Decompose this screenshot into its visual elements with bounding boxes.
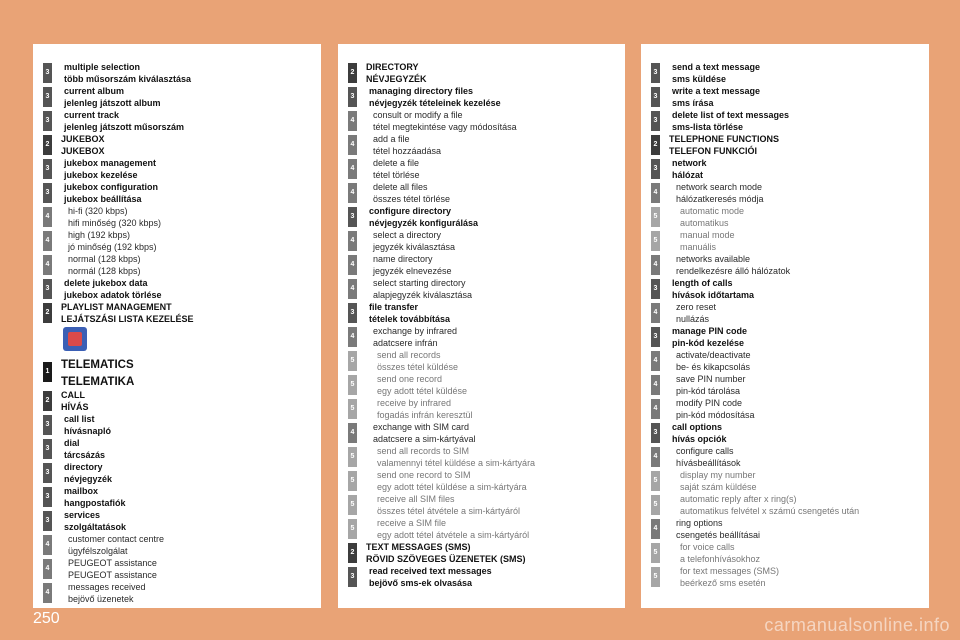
menu-item-hungarian: fogadás infrán keresztül [377, 410, 473, 420]
menu-panel-middle [338, 44, 625, 608]
level-badge: 3 [43, 183, 52, 203]
menu-item-level-5 [348, 373, 625, 397]
level-badge: 4 [348, 159, 357, 179]
menu-item-english: for voice calls [680, 542, 735, 552]
level-badge: 5 [651, 495, 660, 515]
level-badge: 4 [651, 183, 660, 203]
level-badge: 5 [651, 567, 660, 587]
menu-item-english: display my number [680, 470, 756, 480]
menu-item-hungarian: jegyzék kiválasztása [373, 242, 456, 252]
menu-item-hungarian: jelenleg játszott műsorszám [64, 122, 185, 132]
menu-item-english: DIRECTORY [366, 62, 419, 72]
level-badge: 3 [43, 63, 52, 83]
menu-item-level-4 [43, 533, 321, 557]
level-badge: 5 [348, 399, 357, 419]
menu-item-english: file transfer [369, 302, 419, 312]
menu-item-english: call options [672, 422, 723, 432]
menu-item-level-3 [348, 85, 625, 109]
level-badge: 3 [651, 159, 660, 179]
level-badge: 4 [43, 535, 52, 555]
menu-list [348, 61, 625, 589]
level-badge: 2 [348, 543, 357, 563]
level-badge: 3 [43, 463, 52, 483]
menu-item-english: name directory [373, 254, 433, 264]
menu-item-hungarian: jukebox beállítása [64, 194, 142, 204]
menu-item-english: mailbox [64, 486, 99, 496]
menu-item-level-3 [651, 61, 929, 85]
menu-item-english: delete all files [373, 182, 428, 192]
menu-item-level-4 [348, 109, 625, 133]
menu-item-level-4 [651, 397, 929, 421]
menu-item-level-5 [651, 229, 929, 253]
menu-item-hungarian: TELEMATIKA [61, 376, 135, 388]
level-badge: 4 [43, 207, 52, 227]
menu-item-english: hi-fi (320 kbps) [68, 206, 128, 216]
level-badge: 2 [348, 63, 357, 83]
menu-item-hungarian: egy adott tétel küldése [377, 386, 468, 396]
menu-item-level-4 [651, 253, 929, 277]
menu-item-english: dial [64, 438, 80, 448]
menu-item-level-3 [348, 565, 625, 589]
menu-item-hungarian: tételek továbbítása [369, 314, 451, 324]
menu-item-level-4 [348, 229, 625, 253]
level-badge: 3 [348, 303, 357, 323]
level-badge: 3 [651, 327, 660, 347]
level-badge: 5 [348, 471, 357, 491]
menu-item-level-5 [651, 205, 929, 229]
menu-item-level-4 [651, 181, 929, 205]
menu-item-english: send one record [377, 374, 443, 384]
menu-item-level-3 [43, 413, 321, 437]
level-badge: 4 [348, 279, 357, 299]
menu-item-english: send a text message [672, 62, 761, 72]
menu-item-english: normal (128 kbps) [68, 254, 141, 264]
menu-panel-left [33, 44, 321, 608]
menu-item-hungarian: összes tétel átvétele a sim-kártyáról [377, 506, 521, 516]
menu-item-hungarian: HÍVÁS [61, 402, 89, 412]
menu-item-hungarian: tétel hozzáadása [373, 146, 442, 156]
level-badge: 3 [348, 87, 357, 107]
menu-item-hungarian: valamennyi tétel küldése a sim-kártyára [377, 458, 536, 468]
menu-item-hungarian: automatikus felvétel x számú csengetés után [680, 506, 860, 516]
menu-item-level-5 [651, 565, 929, 589]
menu-item-level-3 [651, 325, 929, 349]
menu-item-english: services [64, 510, 101, 520]
menu-item-level-4 [348, 421, 625, 445]
menu-item-level-5 [348, 493, 625, 517]
menu-item-hungarian: normál (128 kbps) [68, 266, 141, 276]
menu-item-hungarian: pin-kód módosítása [676, 410, 755, 420]
menu-panel-right [641, 44, 929, 608]
menu-item-hungarian: összes tétel törlése [373, 194, 451, 204]
menu-item-english: delete jukebox data [64, 278, 148, 288]
menu-item-english: send one record to SIM [377, 470, 471, 480]
level-badge: 3 [651, 87, 660, 107]
menu-item-english: jukebox configuration [64, 182, 159, 192]
menu-item-hungarian: ügyfélszolgálat [68, 546, 128, 556]
menu-item-level-4 [651, 301, 929, 325]
level-badge: 2 [43, 391, 52, 411]
menu-item-english: exchange by infrared [373, 326, 458, 336]
menu-item-level-2 [348, 61, 625, 85]
menu-item-level-3 [43, 437, 321, 461]
menu-item-level-4 [348, 157, 625, 181]
menu-item-level-2 [348, 541, 625, 565]
menu-item-hungarian: bejövő sms-ek olvasása [369, 578, 473, 588]
menu-item-english: receive by infrared [377, 398, 452, 408]
level-badge: 2 [651, 135, 660, 155]
menu-item-hungarian: PEUGEOT assistance [68, 570, 157, 580]
menu-item-hungarian: hívásnapló [64, 426, 112, 436]
menu-item-hungarian: NÉVJEGYZÉK [366, 74, 427, 84]
menu-item-english: consult or modify a file [373, 110, 463, 120]
menu-item-english: modify PIN code [676, 398, 743, 408]
menu-item-level-5 [651, 541, 929, 565]
level-badge: 4 [348, 135, 357, 155]
menu-item-hungarian: hívás opciók [672, 434, 727, 444]
level-badge: 4 [348, 423, 357, 443]
menu-item-level-4 [348, 325, 625, 349]
menu-item-english: network search mode [676, 182, 763, 192]
menu-item-english: read received text messages [369, 566, 492, 576]
level-badge: 3 [43, 111, 52, 131]
menu-item-english: managing directory files [369, 86, 474, 96]
menu-item-level-1 [43, 355, 321, 389]
menu-item-hungarian: sms küldése [672, 74, 727, 84]
menu-item-level-3 [43, 157, 321, 181]
menu-item-level-3 [43, 461, 321, 485]
menu-item-hungarian: névjegyzék tételeinek kezelése [369, 98, 501, 108]
menu-item-english: PLAYLIST MANAGEMENT [61, 302, 172, 312]
menu-item-english: zero reset [676, 302, 717, 312]
menu-item-hungarian: hangpostafiók [64, 498, 126, 508]
menu-item-english: receive a SIM file [377, 518, 447, 528]
menu-item-level-4 [348, 253, 625, 277]
menu-item-level-4 [348, 181, 625, 205]
menu-item-level-3 [43, 485, 321, 509]
menu-item-english: activate/deactivate [676, 350, 751, 360]
menu-item-hungarian: TELEFON FUNKCIÓI [669, 146, 757, 156]
level-badge: 4 [651, 351, 660, 371]
level-badge: 4 [651, 303, 660, 323]
menu-item-english: network [672, 158, 707, 168]
menu-item-english: TEXT MESSAGES (SMS) [366, 542, 471, 552]
menu-item-level-3 [43, 181, 321, 205]
level-badge: 3 [651, 111, 660, 131]
menu-item-english: delete list of text messages [672, 110, 790, 120]
menu-item-english: select starting directory [373, 278, 466, 288]
menu-item-hungarian: alapjegyzék kiválasztása [373, 290, 473, 300]
menu-item-hungarian: LEJÁTSZÁSI LISTA KEZELÉSE [61, 314, 194, 324]
menu-item-level-4 [651, 445, 929, 469]
menu-item-english: current track [64, 110, 120, 120]
menu-item-hungarian: JUKEBOX [61, 146, 105, 156]
menu-item-english: current album [64, 86, 125, 96]
menu-item-level-4 [43, 253, 321, 277]
menu-item-hungarian: hívások időtartama [672, 290, 755, 300]
menu-item-english: send all records to SIM [377, 446, 470, 456]
level-badge: 3 [43, 415, 52, 435]
menu-item-hungarian: összes tétel küldése [377, 362, 459, 372]
level-badge: 5 [651, 207, 660, 227]
menu-item-english: write a text message [672, 86, 761, 96]
menu-list [651, 61, 929, 589]
level-badge: 4 [43, 255, 52, 275]
menu-item-hungarian: sms-lista törlése [672, 122, 744, 132]
level-badge: 3 [43, 279, 52, 299]
menu-item-english: CALL [61, 390, 85, 400]
menu-item-english: TELEMATICS [61, 359, 134, 371]
level-badge: 4 [348, 183, 357, 203]
menu-item-hungarian: csengetés beállításai [676, 530, 761, 540]
menu-item-hungarian: szolgáltatások [64, 522, 127, 532]
menu-item-hungarian: adatcsere a sim-kártyával [373, 434, 476, 444]
menu-item-english: TELEPHONE FUNCTIONS [669, 134, 780, 144]
level-badge: 5 [651, 231, 660, 251]
menu-item-english: delete a file [373, 158, 420, 168]
level-badge: 4 [348, 327, 357, 347]
menu-item-level-2 [651, 133, 929, 157]
menu-item-english: send all records [377, 350, 441, 360]
menu-item-hungarian: manuális [680, 242, 717, 252]
telematics-icon [63, 327, 87, 351]
menu-item-english: configure directory [369, 206, 452, 216]
menu-item-hungarian: jukebox kezelése [64, 170, 138, 180]
menu-item-level-3 [43, 109, 321, 133]
level-badge: 3 [43, 511, 52, 531]
menu-item-level-2 [43, 389, 321, 413]
menu-item-level-2 [43, 301, 321, 325]
level-badge: 4 [43, 231, 52, 251]
level-badge: 5 [651, 543, 660, 563]
menu-item-english: add a file [373, 134, 410, 144]
level-badge: 5 [348, 447, 357, 467]
menu-item-hungarian: bejövő üzenetek [68, 594, 134, 604]
menu-item-level-4 [43, 581, 321, 605]
level-badge: 2 [43, 303, 52, 323]
menu-item-english: directory [64, 462, 103, 472]
menu-list [43, 61, 321, 605]
menu-item-level-3 [348, 205, 625, 229]
menu-item-english: manual mode [680, 230, 735, 240]
menu-item-hungarian: tétel megtekintése vagy módosítása [373, 122, 517, 132]
menu-item-level-5 [651, 493, 929, 517]
menu-item-english: call list [64, 414, 95, 424]
menu-item-english: high (192 kbps) [68, 230, 131, 240]
menu-item-english: for text messages (SMS) [680, 566, 780, 576]
menu-item-level-4 [43, 229, 321, 253]
menu-item-hungarian: névjegyzék konfigurálása [369, 218, 479, 228]
menu-item-level-4 [651, 349, 929, 373]
menu-item-english: receive all SIM files [377, 494, 455, 504]
menu-item-level-5 [348, 517, 625, 541]
menu-item-english: PEUGEOT assistance [68, 558, 157, 568]
menu-item-hungarian: a telefonhívásokhoz [680, 554, 761, 564]
page-number: 250 [33, 610, 60, 627]
menu-item-english: messages received [68, 582, 146, 592]
menu-item-hungarian: több műsorszám kiválasztása [64, 74, 192, 84]
menu-item-english: networks available [676, 254, 751, 264]
menu-item-english: exchange with SIM card [373, 422, 470, 432]
menu-item-english: automatic mode [680, 206, 745, 216]
level-badge: 5 [348, 351, 357, 371]
menu-item-level-4 [651, 373, 929, 397]
level-badge: 5 [348, 495, 357, 515]
menu-item-hungarian: RÖVID SZÖVEGES ÜZENETEK (SMS) [366, 554, 526, 564]
level-badge: 4 [651, 255, 660, 275]
menu-item-english: JUKEBOX [61, 134, 105, 144]
level-badge: 5 [651, 471, 660, 491]
level-badge: 4 [348, 231, 357, 251]
menu-item-hungarian: pin-kód tárolása [676, 386, 741, 396]
level-badge: 3 [651, 63, 660, 83]
level-badge: 4 [651, 447, 660, 467]
level-badge: 3 [348, 207, 357, 227]
menu-item-level-5 [348, 397, 625, 421]
menu-item-hungarian: egy adott tétel küldése a sim-kártyára [377, 482, 527, 492]
menu-item-level-5 [651, 469, 929, 493]
menu-item-hungarian: saját szám küldése [680, 482, 757, 492]
level-badge: 4 [43, 559, 52, 579]
level-badge: 2 [43, 135, 52, 155]
menu-item-level-4 [43, 557, 321, 581]
menu-item-level-3 [43, 85, 321, 109]
menu-item-hungarian: jukebox adatok törlése [64, 290, 162, 300]
menu-item-english: length of calls [672, 278, 733, 288]
level-badge: 4 [43, 583, 52, 603]
menu-item-english: jukebox management [64, 158, 157, 168]
menu-item-english: ring options [676, 518, 723, 528]
watermark: carmanualsonline.info [764, 615, 950, 635]
level-badge: 3 [348, 567, 357, 587]
menu-item-hungarian: hívásbeállítások [676, 458, 741, 468]
menu-item-english: customer contact centre [68, 534, 165, 544]
level-badge: 3 [43, 159, 52, 179]
menu-item-level-3 [651, 421, 929, 445]
menu-item-hungarian: tétel törlése [373, 170, 420, 180]
menu-item-hungarian: hálózatkeresés módja [676, 194, 764, 204]
menu-item-level-3 [348, 301, 625, 325]
level-badge: 4 [651, 375, 660, 395]
level-badge: 3 [651, 423, 660, 443]
menu-item-english: multiple selection [64, 62, 141, 72]
menu-item-hungarian: egy adott tétel átvétele a sim-kártyáról [377, 530, 530, 540]
menu-item-level-3 [651, 157, 929, 181]
level-badge: 3 [43, 439, 52, 459]
menu-item-hungarian: beérkező sms esetén [680, 578, 766, 588]
menu-item-level-4 [43, 205, 321, 229]
menu-item-hungarian: hálózat [672, 170, 704, 180]
menu-item-hungarian: sms írása [672, 98, 714, 108]
menu-item-hungarian: adatcsere infrán [373, 338, 438, 348]
menu-item-hungarian: jelenleg játszott album [64, 98, 161, 108]
menu-item-level-3 [43, 277, 321, 301]
menu-item-hungarian: be- és kikapcsolás [676, 362, 751, 372]
level-badge: 3 [43, 87, 52, 107]
menu-item-level-5 [348, 445, 625, 469]
menu-item-english: select a directory [373, 230, 442, 240]
menu-item-hungarian: rendelkezésre álló hálózatok [676, 266, 791, 276]
menu-item-level-5 [348, 349, 625, 373]
level-badge: 5 [348, 519, 357, 539]
menu-item-level-3 [651, 85, 929, 109]
menu-item-level-4 [348, 277, 625, 301]
menu-item-hungarian: névjegyzék [64, 474, 113, 484]
level-badge: 1 [43, 362, 52, 382]
menu-item-english: configure calls [676, 446, 734, 456]
menu-item-english: automatic reply after x ring(s) [680, 494, 797, 504]
menu-item-level-4 [651, 517, 929, 541]
menu-item-english: save PIN number [676, 374, 746, 384]
menu-item-hungarian: jó minőség (192 kbps) [68, 242, 157, 252]
menu-item-level-4 [348, 133, 625, 157]
menu-item-english: manage PIN code [672, 326, 748, 336]
menu-item-level-3 [651, 109, 929, 133]
menu-item-hungarian: hifi minőség (320 kbps) [68, 218, 162, 228]
level-badge: 4 [348, 255, 357, 275]
level-badge: 4 [651, 519, 660, 539]
level-badge: 4 [348, 111, 357, 131]
menu-item-hungarian: nullázás [676, 314, 710, 324]
menu-item-hungarian: automatikus [680, 218, 729, 228]
menu-item-level-5 [348, 469, 625, 493]
menu-item-level-3 [651, 277, 929, 301]
level-badge: 5 [348, 375, 357, 395]
level-badge: 3 [43, 487, 52, 507]
menu-item-level-3 [43, 61, 321, 85]
level-badge: 3 [651, 279, 660, 299]
menu-item-level-2 [43, 133, 321, 157]
menu-item-hungarian: tárcsázás [64, 450, 106, 460]
menu-item-hungarian: pin-kód kezelése [672, 338, 745, 348]
level-badge: 4 [651, 399, 660, 419]
menu-item-hungarian: jegyzék elnevezése [373, 266, 452, 276]
menu-item-level-3 [43, 509, 321, 533]
